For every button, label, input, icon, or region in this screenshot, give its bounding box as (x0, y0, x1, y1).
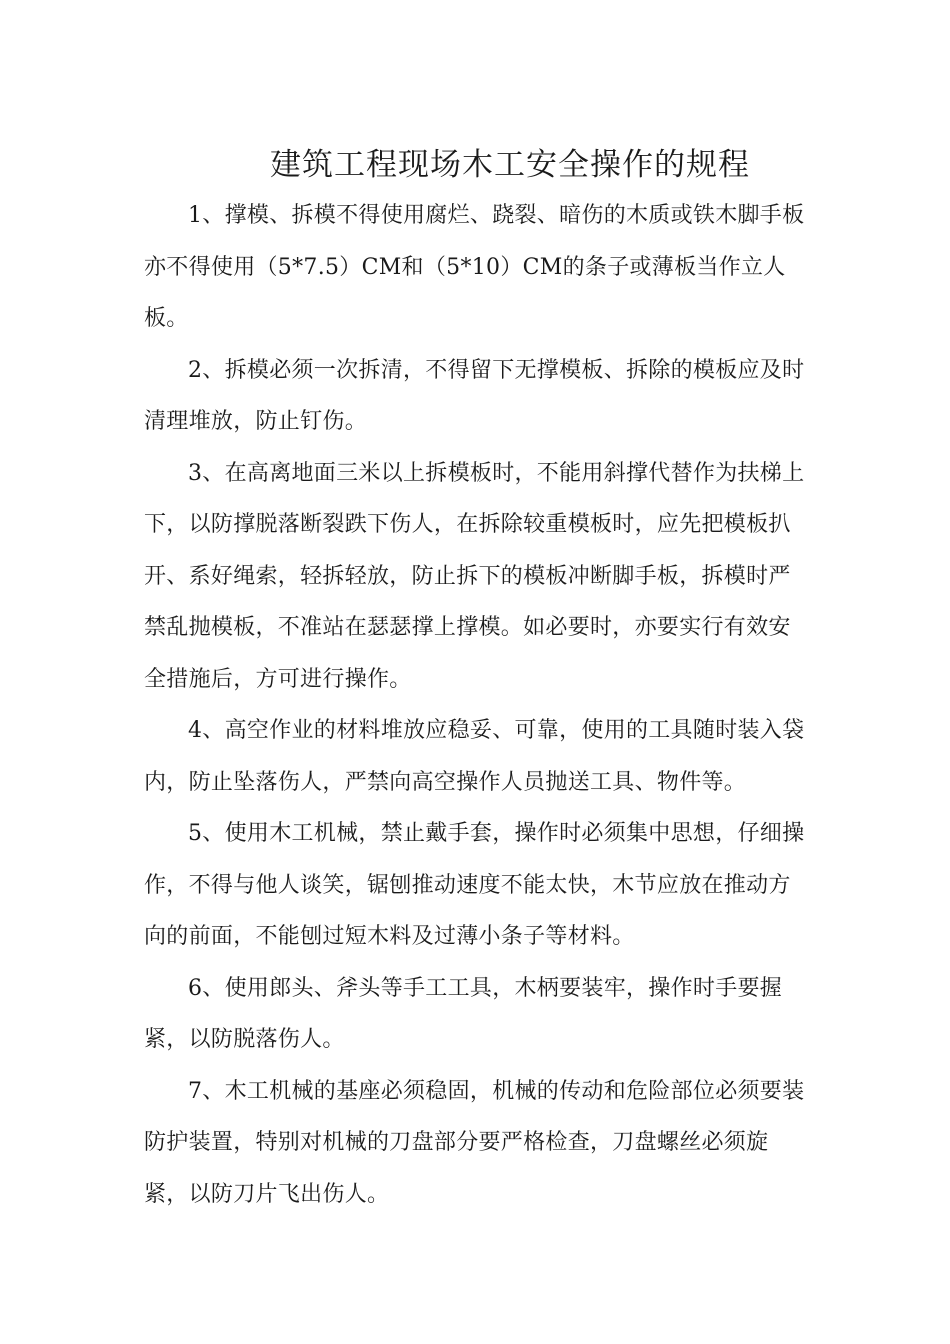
rule-paragraph-2: 2、拆模必须一次拆清，不得留下无撑模板、拆除的模板应及时清理堆放，防止钉伤。 (144, 357, 805, 434)
rule-paragraph-6: 6、使用郎头、斧头等手工工具，木柄要装牢，操作时手要握紧，以防脱落伤人。 (144, 975, 783, 1052)
rule-paragraph-4: 4、高空作业的材料堆放应稳妥、可靠，使用的工具随时装入袋内，防止坠落伤人，严禁向高空操作人员抛送工具、物件等。 (144, 718, 805, 795)
rule-paragraph-3: 3、在高离地面三米以上拆模板时，不能用斜撑代替作为扶梯上下，以防撑脱落断裂跌下伤人，在拆除较重模板时，应先把模板扒开、系好绳索，轻拆轻放，防止拆下的模板冲断脚手板，拆模时严禁乱抛模板，不准站在瑟瑟撑上撑模。如必要时，亦要实行有效安全措施后，方可进行操作。 (144, 460, 805, 692)
document-body (144, 190, 808, 1220)
rule-paragraph-7: 7、木工机械的基座必须稳固，机械的传动和危险部位必须要装防护装置，特别对机械的刀盘部分要严格检查，刀盘螺丝必须旋紧，以防刀片飞出伤人。 (144, 1078, 805, 1207)
document-title: 建筑工程现场木工安全操作的规程 (270, 146, 750, 183)
rule-paragraph-5: 5、使用木工机械，禁止戴手套，操作时必须集中思想，仔细操作，不得与他人谈笑，锯刨推动速度不能太快，木节应放在推动方向的前面，不能刨过短木料及过薄小条子等材料。 (144, 821, 805, 949)
rule-paragraph-1: 1、撑模、拆模不得使用腐烂、跷裂、暗伤的木质或铁木脚手板亦不得使用（5*7.5）CM和（5*10）CM的条子或薄板当作立人板。 (144, 203, 805, 331)
